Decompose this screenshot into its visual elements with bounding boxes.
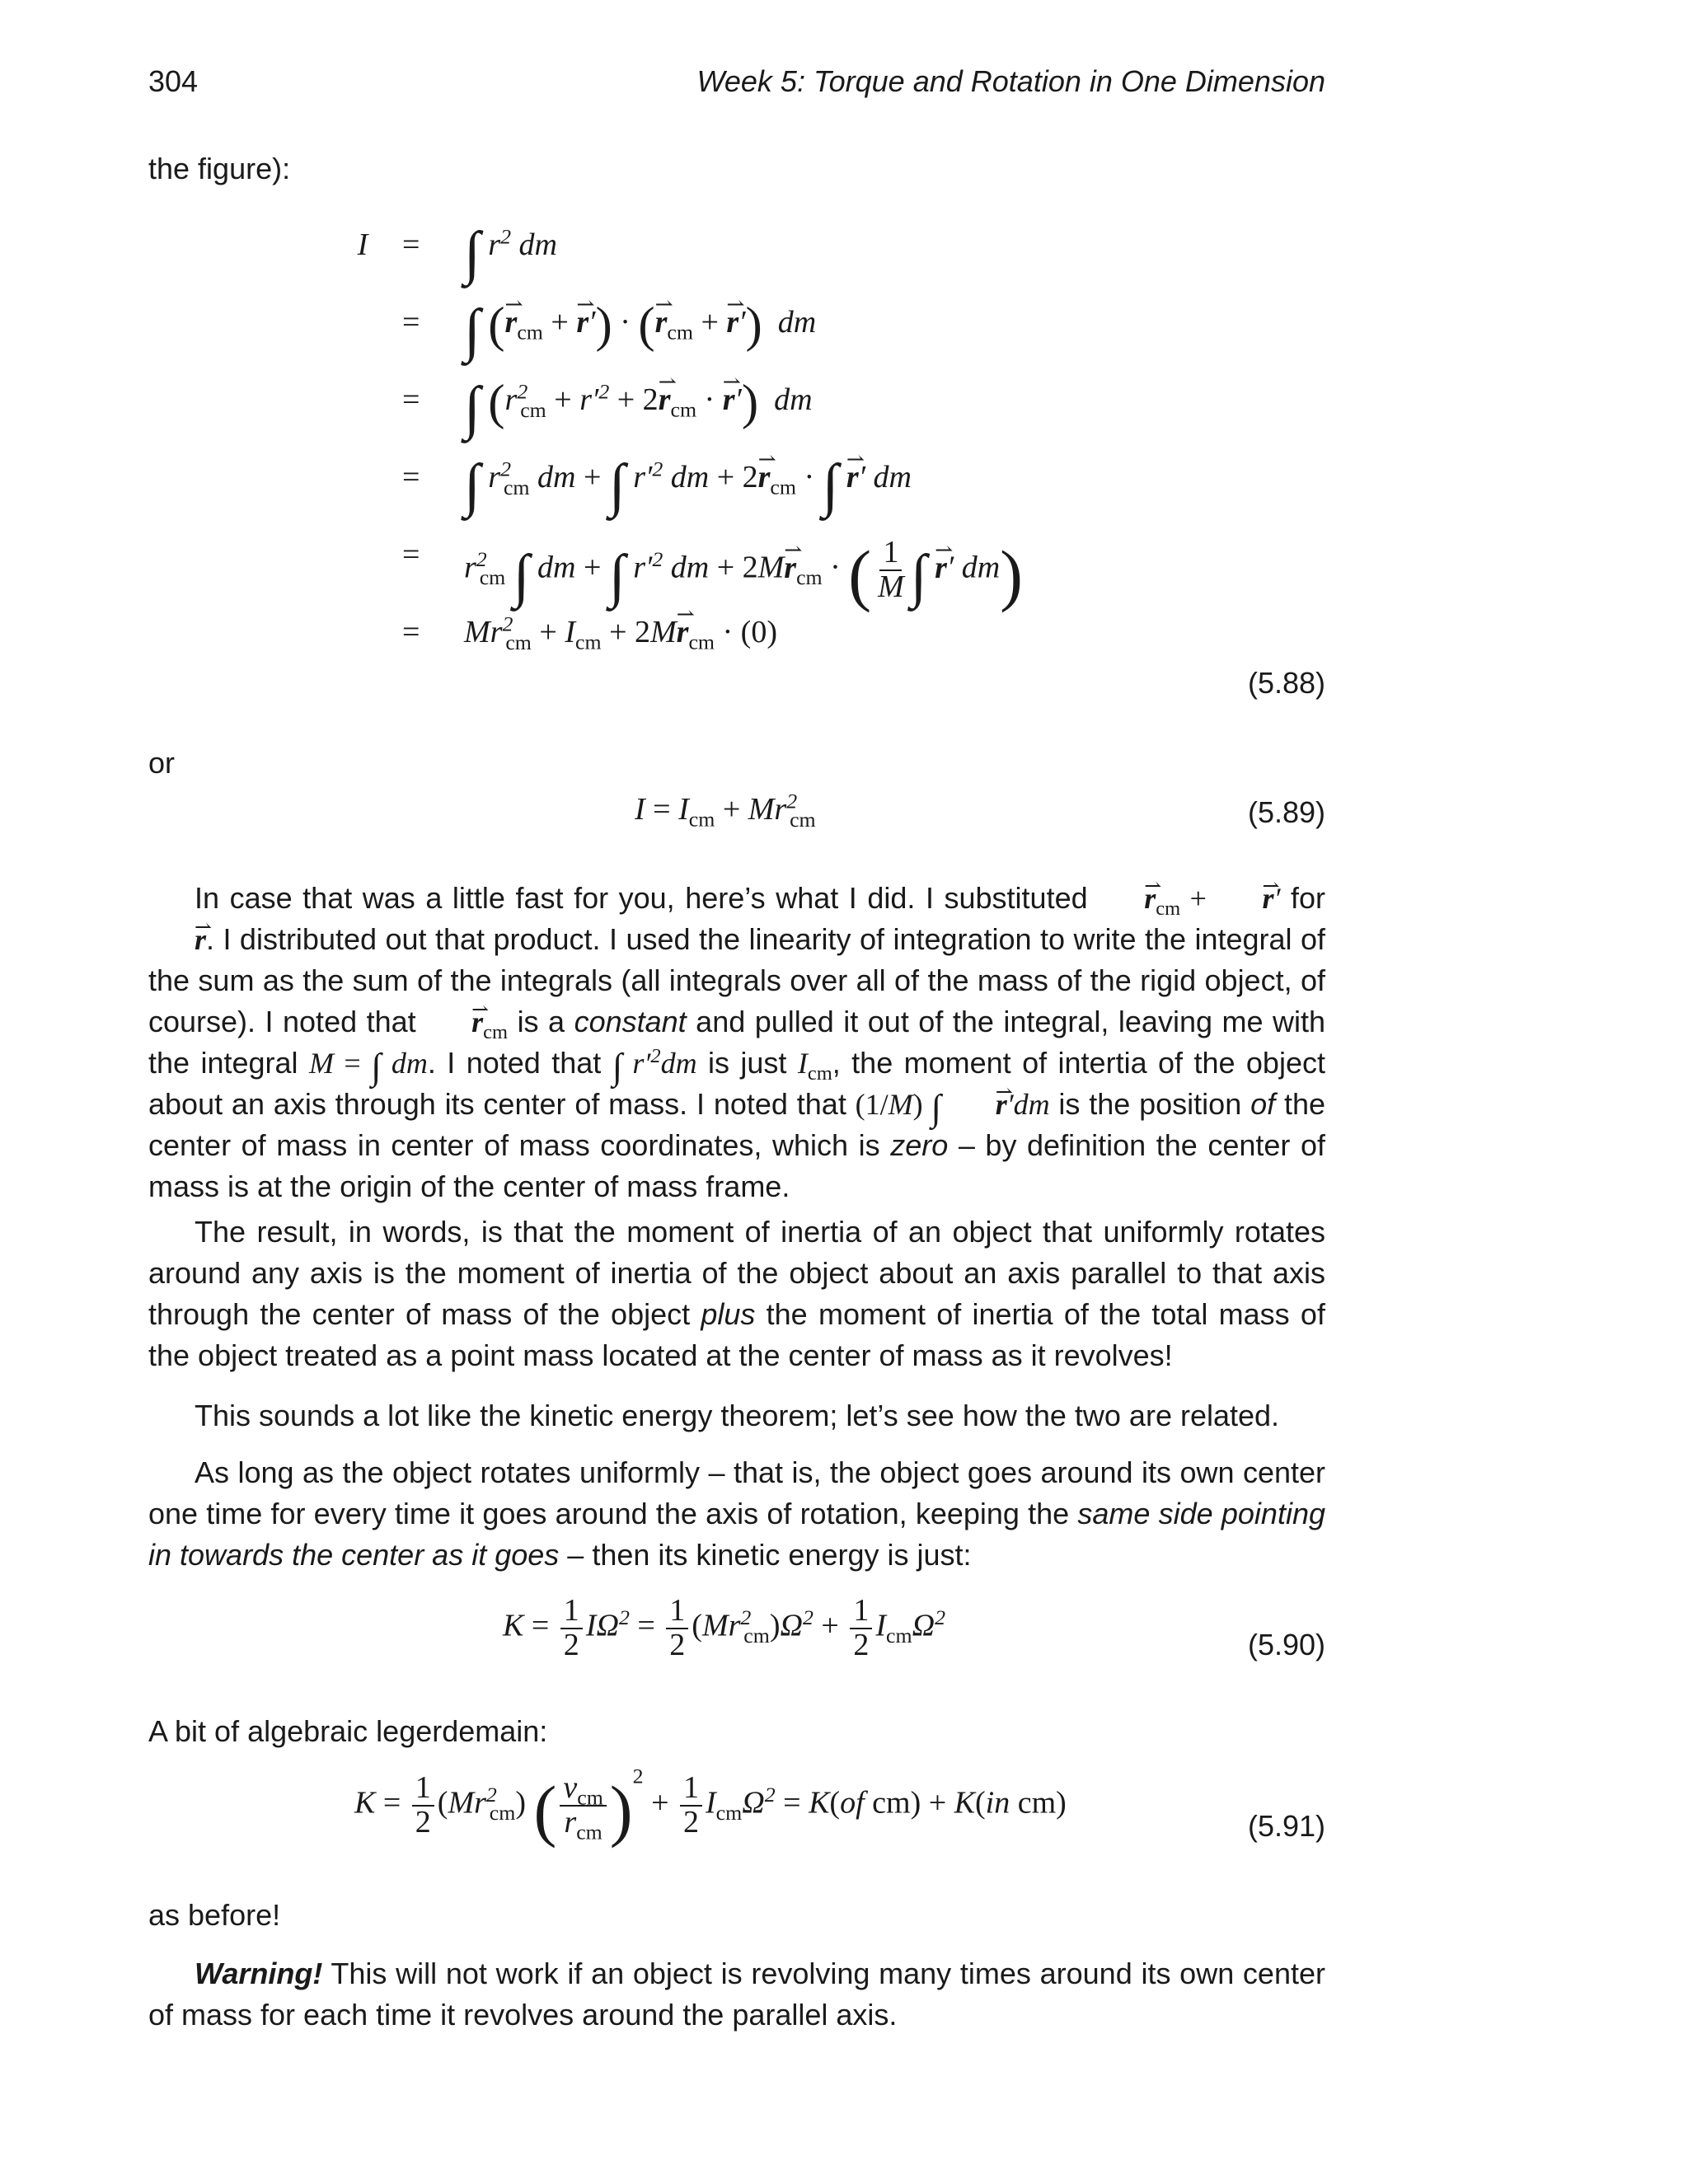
derivation-line-5: = $r^2_{cm}$ ∫ dm + ∫ $r'^2$ dm + 2M⇀ $r_{cm}$ · ( $\frac{1}{M}$ ∫ ⇀ r′ dm)	[346, 537, 1170, 602]
warning-paragraph	[148, 1953, 1325, 2036]
equation-5-91: K = $\frac{1}{2}$ $(Mr^2_{cm})$ ( $\frac{v_{cm}}{r_{cm}}$ )$^2$ + $\frac{1}{2}$ $I_{cm}\Omega^2 = K(of$ cm) + K(in cm)	[354, 1764, 1067, 1849]
mass-integral: M = ∫ dm	[308, 1045, 428, 1087]
emphasis-zero: zero	[890, 1128, 949, 1162]
equation-5-90: K = $\frac{1}{2}$ $I\Omega^2$ = $\frac{1}{2}$ $(Mr^2_{cm})\Omega^2$ + $\frac{1}{2}$ $I_{cm}\Omega^2$	[503, 1593, 945, 1662]
p4-s1: As long as the object rotates uniformly – that is, the object goes around its own center one time for every time it goes around the axis of rotation, keeping the	[148, 1455, 1325, 1530]
derivation-line-6: = $Mr^2_{cm} + I_{cm}$ + 2M⇀ $r_{cm} \cdot (0)$	[346, 614, 1170, 680]
p2-s1: The result, in words, is that the moment of inertia of an object that uniformly rotates around any axis is the moment of inertia of the object about an axis parallel to that axis through the center of mass of the object	[148, 1215, 1325, 1331]
paragraph-1	[148, 878, 1325, 1207]
p2-s2: the moment of inertia of the total mass of the object treated as a point mass located at the center of mass as it revolves!	[148, 1297, 1325, 1372]
p1-s1: In case that was a little fast for you, here’s what I did. I substituted	[195, 881, 1088, 915]
intro-text: the figure):	[148, 152, 291, 185]
or-label: or	[148, 746, 176, 780]
p1-s7: is just	[707, 1046, 787, 1080]
p1-s8: , the moment of intertia of the object about an axis through its center of mass. I noted that	[148, 1046, 1325, 1121]
running-head	[148, 64, 1325, 104]
page-number: 304	[148, 64, 199, 98]
p1-s10: the center of mass in center of mass coordinates, which is	[148, 1087, 1325, 1162]
emphasis-plus: plus	[701, 1297, 756, 1331]
warning-text: This will not work if an object is revolving many times around its own center of mass for each time it revolves around the parallel axis.	[148, 1957, 1325, 2032]
page	[148, 0, 1325, 2184]
derivation-line-1: I = ∫ $r^2$ dm	[357, 219, 557, 286]
r-cm-plus-r-prime: ⇀ $r_{cm}$ + ⇀ r′	[1098, 882, 1280, 915]
p1-s4: is a	[517, 1005, 565, 1038]
equation-number-5-91: (5.91)	[1247, 1809, 1325, 1843]
p1-s2: for	[1291, 881, 1326, 915]
equation-number-5-88: (5.88)	[1247, 666, 1325, 700]
paragraph-2	[148, 1212, 1325, 1376]
equation-number-5-90: (5.90)	[1247, 1628, 1325, 1661]
warning-label: Warning!	[195, 1957, 323, 1990]
p4-s2: – then its kinetic energy is just:	[567, 1538, 972, 1572]
chapter-title: Week 5: Torque and Rotation in One Dimension	[696, 64, 1325, 98]
i-cm: $I_{cm}$	[797, 1047, 832, 1085]
p1-s9: is the position	[1058, 1087, 1242, 1121]
equation-number-5-89: (5.89)	[1247, 795, 1325, 829]
position-integral: (1/M) ∫ ⇀ r′dm	[856, 1088, 1050, 1121]
p1-s11: – by definition the center of mass is at the origin of the center of mass frame.	[148, 1128, 1325, 1203]
derivation-line-3: = ∫ ($r^2_{cm} + r'^2$ + 2⇀ $r_{cm}$ · ⇀ r′) dm	[346, 382, 1170, 448]
equation-5-89: $I = I_{cm} + Mr^2_{cm}$	[635, 789, 816, 832]
r-prime-squared-integral: ∫ $r'^2dm$	[612, 1045, 697, 1087]
p1-s6: . I noted that	[427, 1046, 602, 1080]
as-before-label: as before!	[148, 1898, 281, 1932]
derivation-line-4: = ∫ $r^2_{cm}$ dm + ∫ $r'^2$ dm + 2⇀ $r_{cm}$ · ∫ ⇀ r′ dm	[346, 459, 1170, 525]
emphasis-same-side: same side pointing in towards the center as it goes	[148, 1497, 1325, 1572]
legerdemain-label: A bit of algebraic legerdemain:	[148, 1714, 548, 1748]
derivation-line-2: = ∫ (⇀ $r_{cm}$ + ⇀ r′) · (⇀ $r_{cm}$ + ⇀ r′) dm	[346, 304, 1170, 370]
p1-s3: . I distributed out that product. I used the linearity of integration to write the integral of the sum as the sum of the integrals (all integrals over all of the mass of the rigid object, of course). I noted that	[148, 922, 1325, 1038]
r-cm: ⇀ $r_{cm}$	[425, 1005, 508, 1038]
emphasis-constant: constant	[574, 1005, 687, 1038]
paragraph-4	[148, 1452, 1325, 1576]
p1-s5: and pulled it out of the integral, leaving me with the integral	[148, 1005, 1325, 1080]
paragraph-3: This sounds a lot like the kinetic energy theorem; let’s see how the two are related.	[195, 1399, 1280, 1432]
emphasis-of: of	[1250, 1087, 1276, 1121]
r-vector: ⇀ r	[148, 923, 206, 956]
